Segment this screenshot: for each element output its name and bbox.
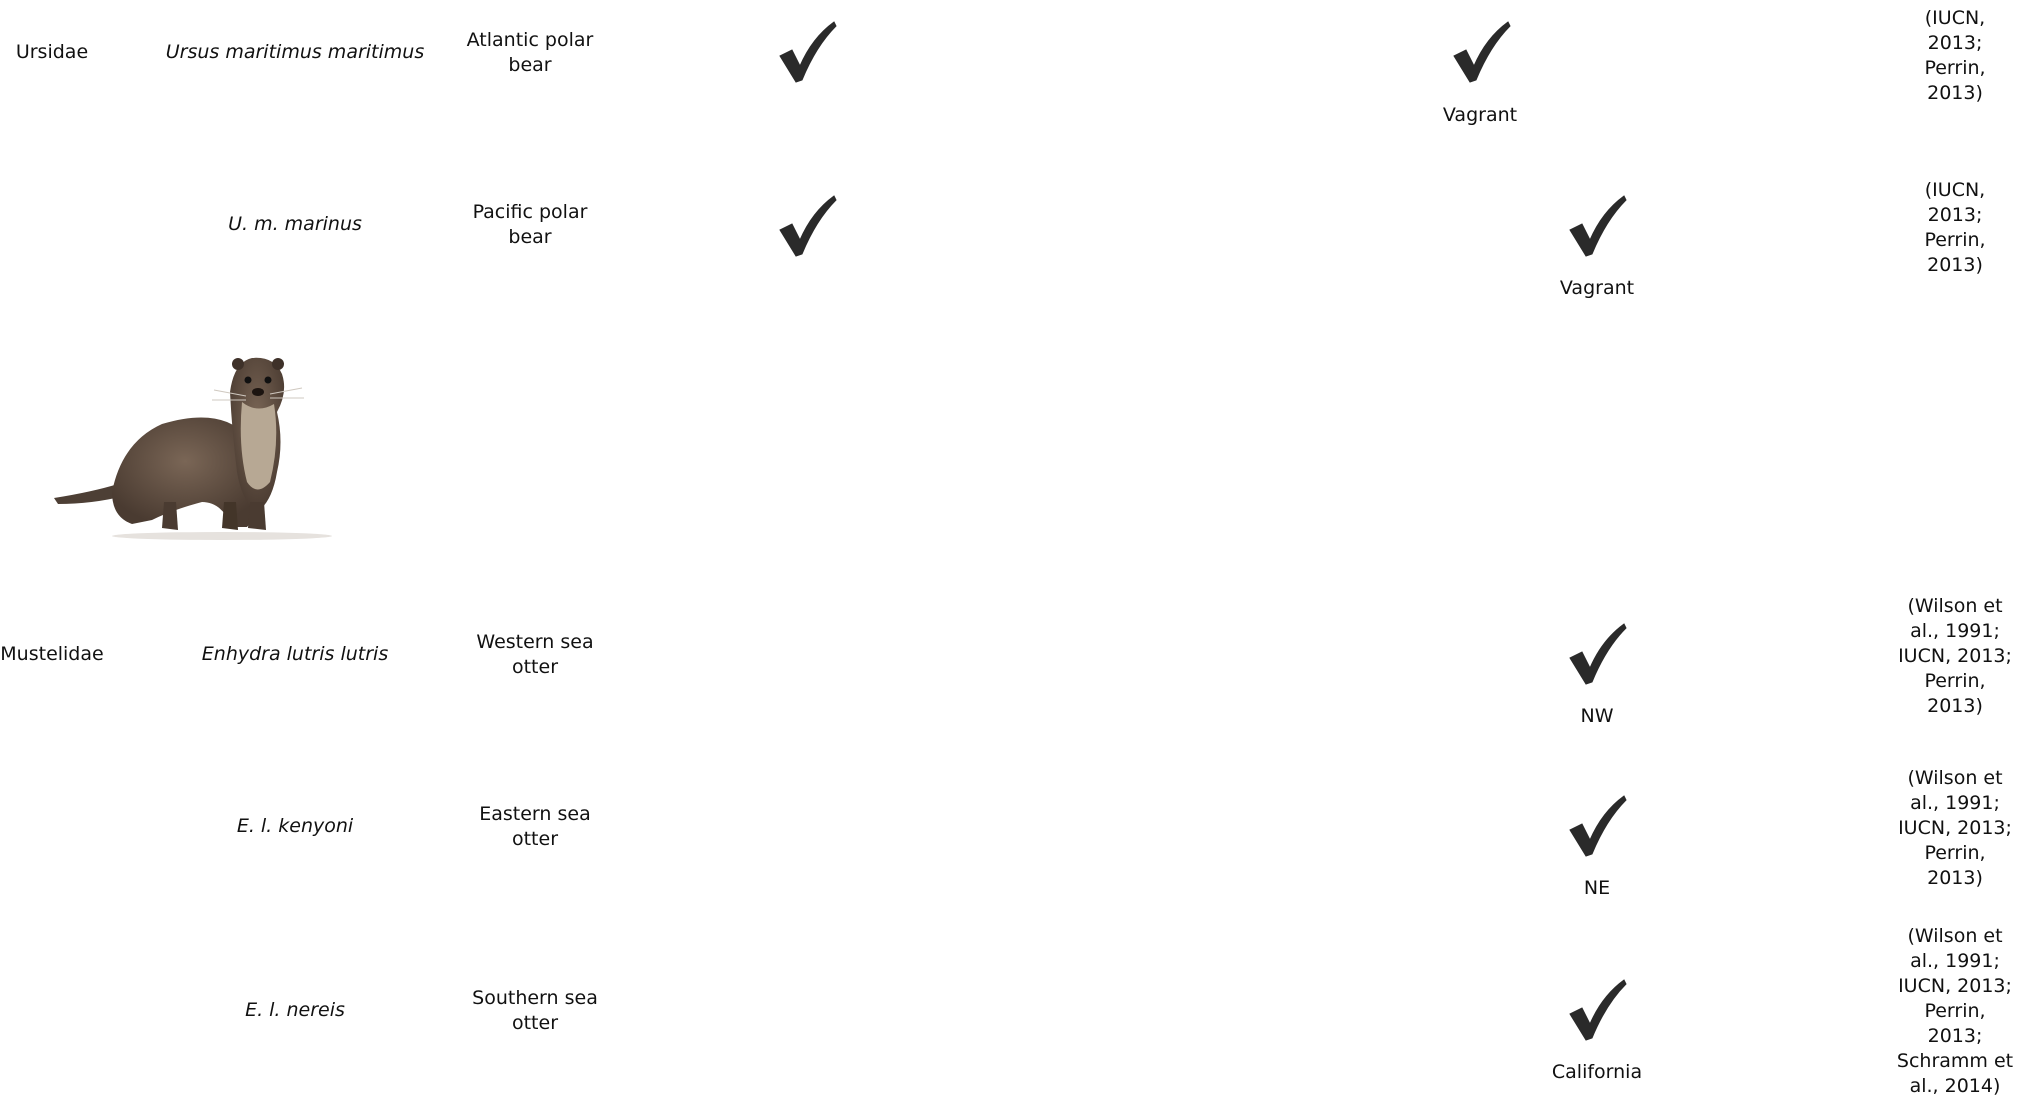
family-mustelidae: Mustelidae [0, 643, 104, 665]
reference: (Wilson et al., 1991; IUCN, 2013; Perrin, 2013) [1898, 595, 2012, 717]
check-mark-icon [1566, 794, 1628, 858]
common-name: Eastern sea otter [479, 803, 591, 850]
check-mark-icon [1566, 194, 1628, 258]
check-mark-icon [1566, 978, 1628, 1042]
common-name: Southern sea otter [472, 987, 598, 1034]
common-name: Atlantic polar bear [466, 29, 594, 76]
region-note: Vagrant [1442, 104, 1518, 126]
check-mark-icon [776, 20, 838, 84]
scientific-name: E. l. nereis [245, 999, 345, 1021]
reference: (Wilson et al., 1991; IUCN, 2013; Perrin, 2013; Schramm et al., 2014) [1896, 925, 2014, 1097]
region-note: NE [1583, 877, 1611, 899]
family-ursidae: Ursidae [15, 41, 89, 63]
check-mark-icon [1566, 622, 1628, 686]
scientific-name: Enhydra lutris lutris [201, 643, 389, 665]
reference: (IUCN, 2013; Perrin, 2013) [1924, 7, 1986, 104]
scientific-name: Ursus maritimus maritimus [165, 41, 425, 63]
sea-otter-illustration [52, 352, 337, 540]
check-mark-icon [1450, 20, 1512, 84]
region-note: NW [1580, 705, 1614, 727]
common-name: Pacific polar bear [472, 201, 588, 248]
scientific-name: U. m. marinus [228, 213, 362, 235]
common-name: Western sea otter [476, 631, 594, 678]
reference: (Wilson et al., 1991; IUCN, 2013; Perrin, 2013) [1898, 767, 2012, 889]
check-mark-icon [776, 194, 838, 258]
scientific-name: E. l. kenyoni [236, 815, 354, 837]
reference: (IUCN, 2013; Perrin, 2013) [1924, 179, 1986, 276]
region-note: California [1551, 1061, 1643, 1083]
region-note: Vagrant [1559, 277, 1635, 299]
